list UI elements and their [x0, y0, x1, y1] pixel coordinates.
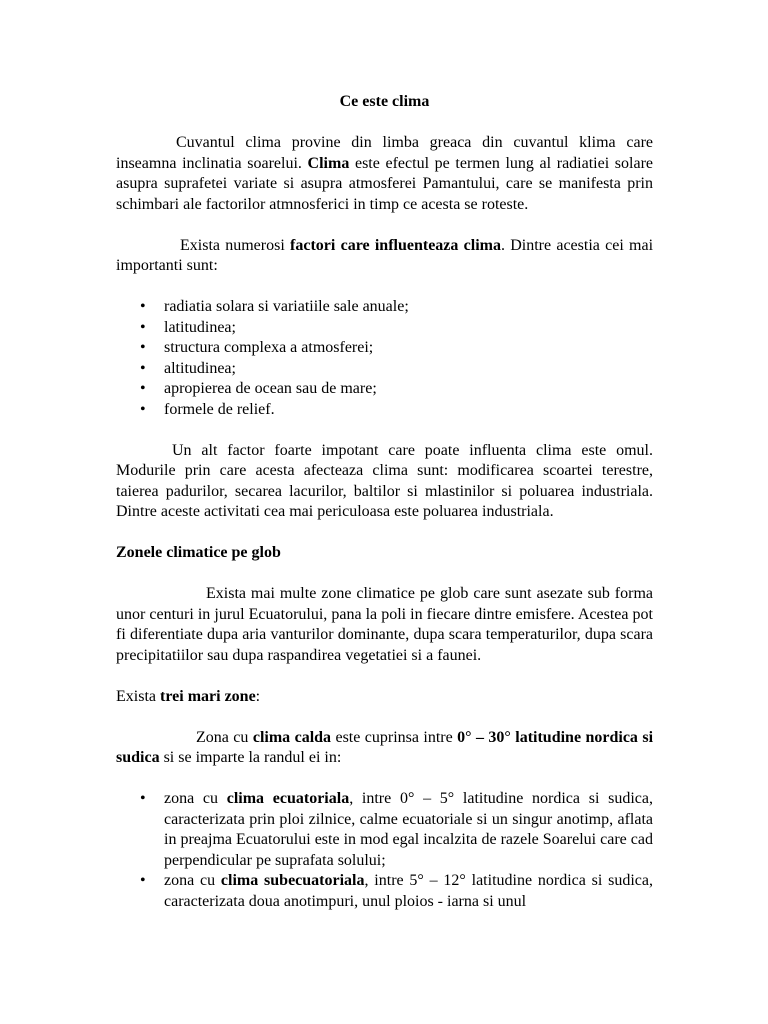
factors-paragraph: Exista numerosi factori care influenteaza clima. Dintre acestia cei mai importanti sunt:: [116, 236, 654, 274]
factors-bold: factori care influenteaza clima: [290, 236, 501, 254]
bullet-icon: •: [140, 339, 146, 356]
bullet-icon: •: [140, 318, 146, 336]
warm-zone-paragraph: Zona cu clima calda este cuprinsa intre 0° – 30° latitudine nordica si sudica si se imparte la randul ei in:: [116, 728, 654, 766]
factors-list: [116, 297, 653, 420]
bullet-icon: •: [140, 872, 146, 889]
document-page: [116, 82, 653, 912]
intro-paragraph: Cuvantul clima provine din limba greaca din cuvantul klima care inseamna inclinatia soarelui. Clima este efectul pe termen lung al radiatiei solare asupra suprafetei variate si asupra atmosferei Pamantului, care se manifesta prin schimbari ale factorilor atmnosferici in timp ce acesta se roteste.: [116, 134, 654, 213]
bullet-icon: •: [140, 400, 146, 418]
bullet-icon: •: [140, 790, 146, 807]
zones-list: [116, 789, 653, 912]
section-heading: Zonele climatice pe glob: [116, 544, 281, 561]
list-item: • apropierea de ocean sau de mare;: [116, 379, 653, 400]
human-factor-paragraph: Un alt factor foarte impotant care poate influenta clima este omul. Modurile prin care acesta afecteaza clima sunt: modificarea scoartei terestre, taierea padurilor, secarea lacurilor, baltilor si mlastinilor si poluarea industriala. Dintre aceste activitati cea mai periculoasa este poluarea industriala.: [116, 441, 653, 520]
three-zones-paragraph: Exista trei mari zone:: [116, 687, 261, 705]
list-item: • latitudinea;: [116, 318, 653, 339]
list-item: • formele de relief.: [116, 400, 653, 421]
bullet-icon: •: [140, 298, 146, 315]
list-item: • radiatia solara si variatiile sale anuale;: [116, 297, 653, 318]
list-item: • structura complexa a atmosferei;: [116, 338, 653, 359]
clima-bold: Clima: [307, 154, 350, 172]
page-title: Ce este clima: [339, 93, 430, 110]
list-item: • altitudinea;: [116, 359, 653, 380]
warm-climate-bold: clima calda: [252, 728, 332, 746]
list-item: • zona cu clima subecuatoriala, intre 5° – 12° latitudine nordica si sudica, caracterizata doua anotimpuri, unul ploios - iarna si unul: [140, 872, 654, 910]
bullet-icon: •: [140, 359, 146, 377]
bullet-icon: •: [140, 380, 146, 397]
zones-paragraph: Exista mai multe zone climatice pe glob care sunt asezate sub forma unor centuri in jurul Ecuatorului, pana la poli in fiecare dintre emisfere. Acestea pot fi diferentiate dupa aria vanturilor dominante, dupa scara temperaturilor, dupa scara precipitatiilor sau dupa raspandirea vegetatiei si a faunei.: [116, 585, 653, 664]
three-zones-bold: trei mari zone: [160, 687, 256, 705]
list-item: • zona cu clima ecuatoriala, intre 0° – 5° latitudine nordica si sudica, caracterizata prin ploi zilnice, calme ecuatoriale si un singur anotimp, aflata in preajma Ecuatorului este in mod egal incalzita de razele Soarelui care cad perpendicular pe suprafata solului;: [140, 790, 653, 869]
latitude-range-bold: 0° – 30° latitudine nordica si sudica: [116, 728, 654, 766]
